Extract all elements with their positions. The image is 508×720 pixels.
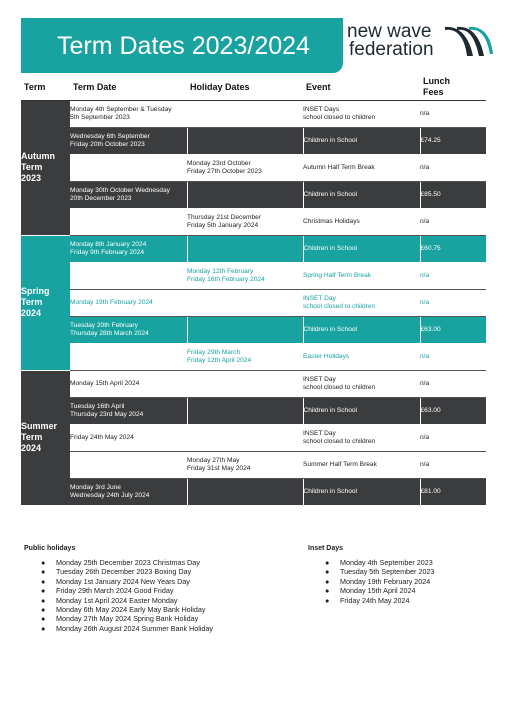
holiday-dates-cell <box>187 289 303 316</box>
term-date-cell <box>70 127 187 154</box>
holiday-dates-cell <box>187 100 303 127</box>
cell-line: Friday 5th January 2024 <box>187 221 259 229</box>
list-item-text: Monday 19th February 2024 <box>340 576 431 586</box>
bullet-icon: ● <box>325 595 330 605</box>
term-date-cell <box>70 289 187 316</box>
federation-logo <box>347 22 492 67</box>
logo-text-line1: new wave <box>347 21 432 42</box>
holiday-dates-cell <box>187 343 303 370</box>
lunch-fee-cell <box>420 370 486 397</box>
bullet-icon: ● <box>41 595 46 605</box>
cell-line: 2024 <box>21 308 42 318</box>
event-cell <box>303 478 420 505</box>
table-row <box>21 478 486 505</box>
term-date-cell <box>70 181 187 208</box>
bullet-icon: ● <box>41 576 46 586</box>
logo-text-line2: federation <box>349 39 434 60</box>
event-cell <box>303 154 420 181</box>
table-header-row <box>21 74 486 100</box>
cell-text: n/a <box>420 460 430 468</box>
list-item-text: Friday 24th May 2024 <box>340 595 410 605</box>
event-cell <box>303 370 420 397</box>
lunch-fee-cell <box>420 100 486 127</box>
lunch-fee-cell <box>420 262 486 289</box>
cell-line: Monday 15th April 2024 <box>70 379 140 387</box>
cell-line: Friday 16th February 2024 <box>187 275 265 283</box>
term-date-cell <box>70 100 187 127</box>
wave-logo-icon <box>443 24 493 60</box>
holiday-dates-cell <box>187 127 303 154</box>
lunch-fee-cell <box>420 289 486 316</box>
bullet-icon: ● <box>325 576 330 586</box>
cell-line: INSET Day <box>303 375 336 383</box>
cell-line: Autumn <box>21 151 55 161</box>
cell-text: n/a <box>420 298 430 306</box>
holiday-dates-cell <box>187 316 303 343</box>
list-item-text: Monday 1st January 2024 New Years Day <box>56 576 190 586</box>
cell-line: Thursday 23rd May 2024 <box>70 410 144 418</box>
list-item-text: Monday 6th May 2024 Early May Bank Holiday <box>56 605 206 615</box>
lunch-fee-cell <box>420 127 486 154</box>
term-label-summer <box>21 370 70 505</box>
term-label-autumn <box>21 100 70 235</box>
holiday-dates-cell <box>187 478 303 505</box>
header-event: Event <box>303 74 420 100</box>
list-item-text: Monday 27th May 2024 Spring Bank Holiday <box>56 614 199 624</box>
bullet-icon: ● <box>325 567 330 577</box>
list-item <box>24 605 213 614</box>
bullet-icon: ● <box>41 614 46 624</box>
cell-line: Wednesday 6th September <box>70 132 150 140</box>
list-item <box>24 614 213 623</box>
holiday-dates-cell <box>187 208 303 235</box>
term-date-cell <box>70 451 187 478</box>
holiday-dates-cell <box>187 181 303 208</box>
lunch-fee-cell <box>420 478 486 505</box>
cell-line: Monday 30th October Wednesday <box>70 186 170 194</box>
cell-line: Easter Holidays <box>303 352 350 360</box>
cell-line: 5th September 2023 <box>70 113 130 121</box>
event-cell <box>303 424 420 451</box>
lunch-fee-cell <box>420 424 486 451</box>
bullet-icon: ● <box>41 567 46 577</box>
cell-text: n/a <box>420 109 430 117</box>
cell-line: 20th December 2023 <box>70 194 132 202</box>
cell-line: Friday 9th February 2024 <box>70 248 145 256</box>
event-cell <box>303 127 420 154</box>
lunch-fee-cell <box>420 343 486 370</box>
list-item-text: Friday 29th March 2024 Good Friday <box>56 586 174 596</box>
cell-line: INSET Days <box>303 105 340 113</box>
bullet-icon: ● <box>325 558 330 567</box>
list-item <box>308 558 434 567</box>
list-item-text: Monday 4th September 2023 <box>340 558 433 567</box>
cell-line: Tuesday 16th April <box>70 402 125 410</box>
cell-line: Monday 4th September & Tuesday <box>70 105 172 113</box>
event-cell <box>303 289 420 316</box>
header-term: Term <box>21 74 70 100</box>
cell-line: Wednesday 24th July 2024 <box>70 491 150 499</box>
cell-line: Friday 24th May 2024 <box>70 433 134 441</box>
list-item-text: Monday 15th April 2024 <box>340 586 416 596</box>
table-row <box>21 370 486 397</box>
cell-line: school closed to children <box>303 302 376 310</box>
list-item-text: Tuesday 26th December 2023 Boxing Day <box>56 567 192 577</box>
list-item <box>24 596 213 605</box>
cell-text: n/a <box>420 433 430 441</box>
cell-line: Children in School <box>303 244 358 252</box>
event-cell <box>303 100 420 127</box>
table-row <box>21 289 486 316</box>
holiday-dates-cell <box>187 370 303 397</box>
table-row <box>21 451 486 478</box>
cell-line: INSET Day <box>303 429 336 437</box>
lunch-fee-cell <box>420 397 486 424</box>
list-item <box>24 624 213 633</box>
cell-line: Children in School <box>303 190 358 198</box>
cell-text: £60.75 <box>420 244 441 252</box>
cell-line: Term <box>21 162 43 172</box>
cell-line: Friday 29th March <box>187 348 241 356</box>
cell-text: n/a <box>420 163 430 171</box>
cell-line: Children in School <box>303 406 358 414</box>
cell-line: Friday 20th October 2023 <box>70 140 145 148</box>
holiday-dates-cell <box>187 451 303 478</box>
table-body <box>21 100 486 505</box>
page-title: Term Dates 2023/2024 <box>57 32 310 60</box>
cell-line: Spring Half Term Break <box>303 271 372 279</box>
lunch-fee-cell <box>420 235 486 262</box>
cell-line: 2023 <box>21 173 42 183</box>
cell-line: Autumn Half Term Break <box>303 163 375 171</box>
cell-line: Monday 19th February 2024 <box>70 298 153 306</box>
table-row <box>21 100 486 127</box>
cell-line: school closed to children <box>303 437 376 445</box>
title-banner <box>21 18 343 73</box>
header-term-date: Term Date <box>70 74 187 100</box>
event-cell <box>303 262 420 289</box>
event-cell <box>303 343 420 370</box>
event-cell <box>303 235 420 262</box>
inset-days-section <box>308 545 434 605</box>
term-label-spring <box>21 235 70 370</box>
term-date-cell <box>70 262 187 289</box>
list-item <box>24 586 213 595</box>
cell-line: school closed to children <box>303 113 376 121</box>
cell-line: Christmas Holidays <box>303 217 360 225</box>
list-item <box>308 577 434 586</box>
cell-line: Children in School <box>303 325 358 333</box>
event-cell <box>303 397 420 424</box>
list-item <box>308 596 434 605</box>
table-row <box>21 208 486 235</box>
list-item-text: Tuesday 5th September 2023 <box>340 567 435 577</box>
term-date-cell <box>70 397 187 424</box>
table-row <box>21 262 486 289</box>
lunch-fee-cell <box>420 208 486 235</box>
bullet-icon: ● <box>325 586 330 596</box>
bullet-icon: ● <box>41 586 46 596</box>
term-date-cell <box>70 154 187 181</box>
term-date-cell <box>70 235 187 262</box>
header-lunch-line2: Fees <box>423 86 444 97</box>
cell-line: Monday 8th January 2024 <box>70 240 147 248</box>
holiday-dates-cell <box>187 262 303 289</box>
cell-text: £85.50 <box>420 190 441 198</box>
event-cell <box>303 208 420 235</box>
lunch-fee-cell <box>420 316 486 343</box>
header-holiday-dates: Holiday Dates <box>187 74 303 100</box>
list-item <box>24 577 213 586</box>
table-row <box>21 127 486 154</box>
cell-line: Monday 27th May <box>187 456 240 464</box>
table-row <box>21 181 486 208</box>
cell-line: Children in School <box>303 136 358 144</box>
cell-line: INSET Day <box>303 294 336 302</box>
cell-line: Term <box>21 432 43 442</box>
cell-text: n/a <box>420 379 430 387</box>
list-item-text: Monday 1st April 2024 Easter Monday <box>56 595 178 605</box>
public-holidays-list <box>24 558 213 633</box>
cell-line: Spring <box>21 286 50 296</box>
public-holidays-section <box>24 545 213 633</box>
lunch-fee-cell <box>420 154 486 181</box>
list-item <box>24 558 213 567</box>
cell-line: Summer <box>21 421 58 431</box>
term-date-cell <box>70 370 187 397</box>
event-cell <box>303 316 420 343</box>
term-dates-table <box>21 74 486 506</box>
holiday-dates-cell <box>187 397 303 424</box>
list-item <box>24 567 213 576</box>
table-row <box>21 424 486 451</box>
event-cell <box>303 451 420 478</box>
cell-line: 2024 <box>21 443 42 453</box>
cell-text: £63.00 <box>420 406 441 414</box>
cell-line: Thursday 28th March 2024 <box>70 329 149 337</box>
table-row <box>21 343 486 370</box>
term-date-cell <box>70 316 187 343</box>
inset-days-list <box>308 558 434 605</box>
cell-line: Term <box>21 297 43 307</box>
list-item-text: Monday 25th December 2023 Christmas Day <box>56 558 200 567</box>
term-date-cell <box>70 208 187 235</box>
bullet-icon: ● <box>41 623 46 633</box>
table-row <box>21 154 486 181</box>
cell-line: Tuesday 20th February <box>70 321 138 329</box>
lunch-fee-cell <box>420 181 486 208</box>
term-date-cell <box>70 424 187 451</box>
bullet-icon: ● <box>41 605 46 615</box>
holiday-dates-cell <box>187 235 303 262</box>
public-holidays-title: Public holidays <box>24 545 76 552</box>
list-item <box>308 586 434 595</box>
cell-text: n/a <box>420 352 430 360</box>
header-lunch-line1: Lunch <box>423 75 450 86</box>
cell-line: Friday 31st May 2024 <box>187 464 251 472</box>
holiday-dates-cell <box>187 154 303 181</box>
inset-days-title: Inset Days <box>308 545 344 552</box>
cell-line: Friday 27th October 2023 <box>187 167 262 175</box>
cell-line: Monday 3rd June <box>70 483 121 491</box>
header-lunch-fees <box>420 74 486 100</box>
term-date-cell <box>70 343 187 370</box>
cell-text: n/a <box>420 217 430 225</box>
cell-line: Summer Half Term Break <box>303 460 377 468</box>
table-row <box>21 235 486 262</box>
table-row <box>21 397 486 424</box>
cell-line: Friday 12th April 2024 <box>187 356 252 364</box>
lunch-fee-cell <box>420 451 486 478</box>
cell-text: £81.00 <box>420 487 441 495</box>
cell-line: Thursday 21st December <box>187 213 262 221</box>
cell-text: £63.00 <box>420 325 441 333</box>
table-row <box>21 316 486 343</box>
list-item-text: Monday 26th August 2024 Summer Bank Holiday <box>56 623 214 633</box>
bullet-icon: ● <box>41 558 46 567</box>
cell-line: school closed to children <box>303 383 376 391</box>
cell-text: £74.25 <box>420 136 441 144</box>
cell-text: n/a <box>420 271 430 279</box>
cell-line: Children in School <box>303 487 358 495</box>
term-date-cell <box>70 478 187 505</box>
list-item <box>308 567 434 576</box>
cell-line: Monday 12th February <box>187 267 254 275</box>
holiday-dates-cell <box>187 424 303 451</box>
cell-line: Monday 23rd October <box>187 159 251 167</box>
event-cell <box>303 181 420 208</box>
